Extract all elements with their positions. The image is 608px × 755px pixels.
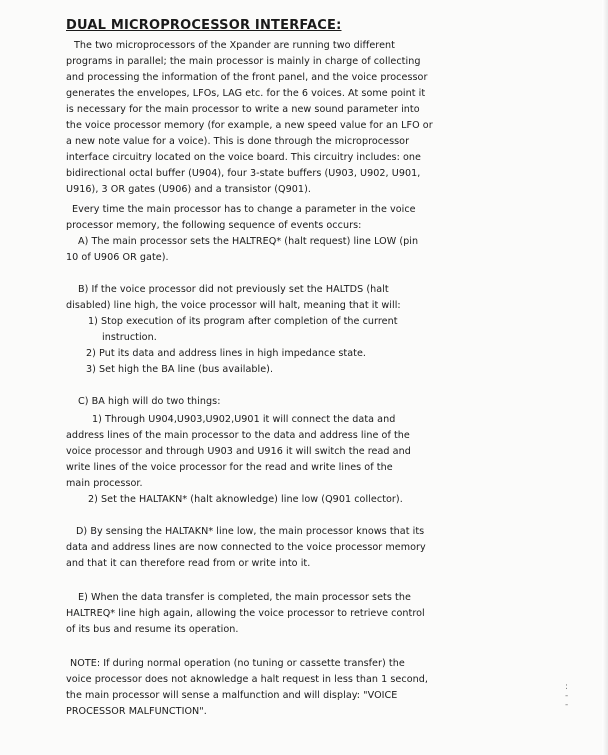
list-item: 1) Through U904,U903,U902,U901 it will connect the data and (92, 414, 396, 425)
list-item: 3) Set high the BA line (bus available). (86, 364, 274, 375)
text-line: is necessary for the main processor to write a new sound parameter into (66, 104, 420, 115)
text-line: NOTE: If during normal operation (no tuning or cassette transfer) the (70, 658, 405, 669)
text-line: U916), 3 OR gates (U906) and a transistor (Q901). (66, 184, 311, 195)
text-line: The two microprocessors of the Xpander are running two different (74, 40, 395, 51)
text-line: Every time the main processor has to change a parameter in the voice (72, 204, 416, 215)
text-line: processor memory, the following sequence of events occurs: (66, 220, 362, 231)
scan-edge-shadow (602, 0, 608, 755)
text-line: voice processor and through U903 and U916 it will switch the read and (66, 446, 411, 457)
text-line: of its bus and resume its operation. (66, 624, 239, 635)
text-line: write lines of the voice processor for the read and write lines of the (66, 462, 393, 473)
text-line: and processing the information of the front panel, and the voice processor (66, 72, 428, 83)
text-line: D) By sensing the HALTAKN* line low, the main processor knows that its (76, 526, 425, 537)
text-line: E) When the data transfer is completed, the main processor sets the (78, 592, 411, 603)
text-line: interface circuitry located on the voice board. This circuitry includes: one (66, 152, 421, 163)
text-line: the main processor will sense a malfunction and will display: "VOICE (66, 690, 398, 701)
page-title: DUAL MICROPROCESSOR INTERFACE: (66, 18, 342, 33)
text-line: main processor. (66, 478, 143, 489)
text-line: the voice processor memory (for example, a new speed value for an LFO or (66, 120, 433, 131)
text-line: B) If the voice processor did not previously set the HALTDS (halt (78, 284, 389, 295)
list-item: instruction. (102, 332, 157, 343)
text-line: programs in parallel; the main processor is mainly in charge of collecting (66, 56, 421, 67)
list-item: 2) Set the HALTAKN* (halt aknowledge) line low (Q901 collector). (88, 494, 403, 505)
text-line: bidirectional octal buffer (U904), four 3-state buffers (U903, U902, U901, (66, 168, 421, 179)
list-item: 1) Stop execution of its program after completion of the current (88, 316, 398, 327)
margin-marks: : - - (565, 682, 569, 710)
text-line: disabled) line high, the voice processor will halt, meaning that it will: (66, 300, 401, 311)
text-line: generates the envelopes, LFOs, LAG etc. for the 6 voices. At some point it (66, 88, 426, 99)
text-line: a new note value for a voice). This is done through the microprocessor (66, 136, 410, 147)
text-line: address lines of the main processor to the data and address line of the (66, 430, 410, 441)
text-line: data and address lines are now connected to the voice processor memory (66, 542, 426, 553)
list-item: 2) Put its data and address lines in high impedance state. (86, 348, 367, 359)
text-line: and that it can therefore read from or write into it. (66, 558, 311, 569)
text-line: voice processor does not aknowledge a halt request in less than 1 second, (66, 674, 428, 685)
text-line: 10 of U906 OR gate). (66, 252, 169, 263)
text-line: HALTREQ* line high again, allowing the voice processor to retrieve control (66, 608, 425, 619)
text-line: A) The main processor sets the HALTREQ* (halt request) line LOW (pin (78, 236, 419, 247)
text-line: PROCESSOR MALFUNCTION". (66, 706, 207, 717)
text-line: C) BA high will do two things: (78, 396, 221, 407)
